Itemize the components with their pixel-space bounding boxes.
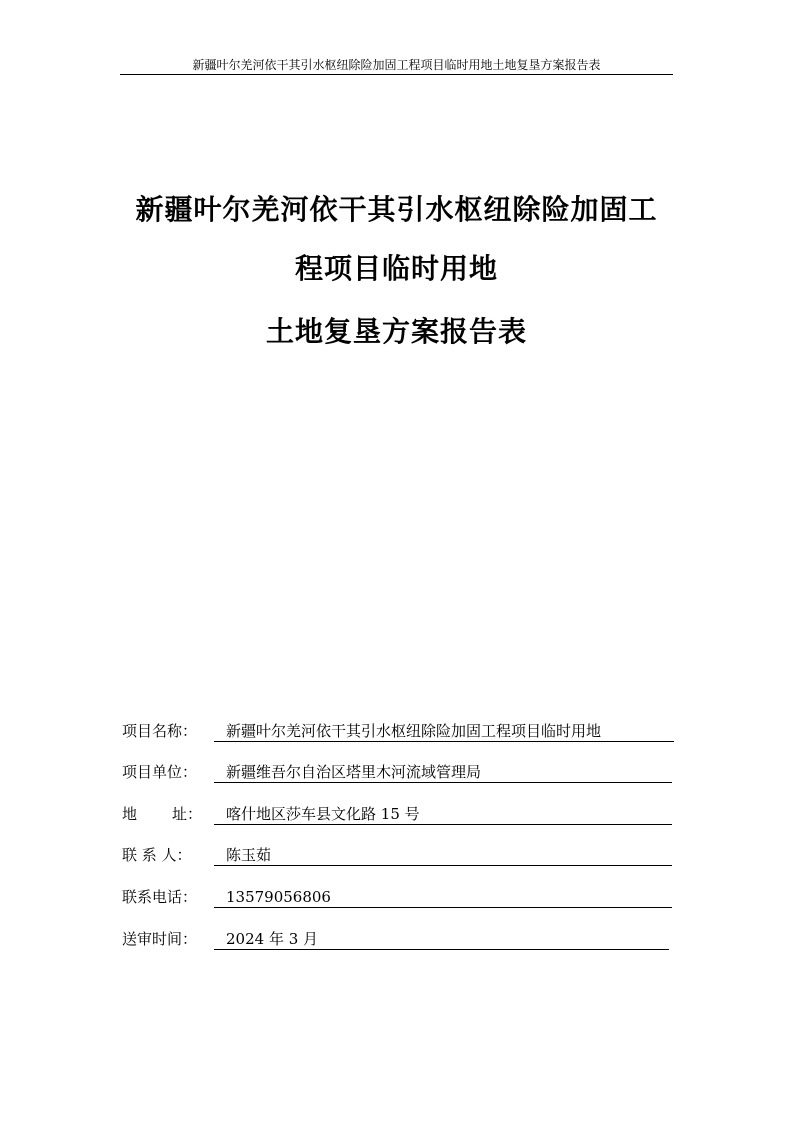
- document-title-line-2: 程项目临时用地: [294, 252, 498, 285]
- phone-label: 联系电话：: [122, 888, 198, 906]
- running-header: 新疆叶尔羌河依干其引水枢纽除险加固工程项目临时用地土地复垦方案报告表: [192, 58, 601, 72]
- project-name-value: 新疆叶尔羌河依干其引水枢纽除险加固工程项目临时用地: [214, 719, 674, 742]
- document-title-line-3: 土地复垦方案报告表: [265, 315, 527, 348]
- address-label: [122, 802, 214, 826]
- header-rule: [120, 74, 673, 75]
- project-unit-label: 项目单位：: [122, 763, 198, 781]
- address-value: 喀什地区莎车县文化路 15 号: [214, 802, 672, 825]
- submit-date-value: 2024 年 3 月: [214, 927, 669, 950]
- project-unit-value: 新疆维吾尔自治区塔里木河流域管理局: [214, 760, 672, 783]
- phone-value: 13579056806: [214, 885, 672, 908]
- document-title-line-1: 新疆叶尔羌河依干其引水枢纽除险加固工: [135, 193, 658, 226]
- contact-value: 陈玉茹: [214, 843, 672, 866]
- project-name-label: 项目名称：: [122, 722, 198, 740]
- address-label-part-1: 地: [122, 805, 138, 823]
- submit-date-label: 送审时间：: [122, 930, 198, 948]
- address-label-part-2: 址：: [172, 805, 203, 823]
- contact-label: 联 系 人：: [122, 846, 192, 864]
